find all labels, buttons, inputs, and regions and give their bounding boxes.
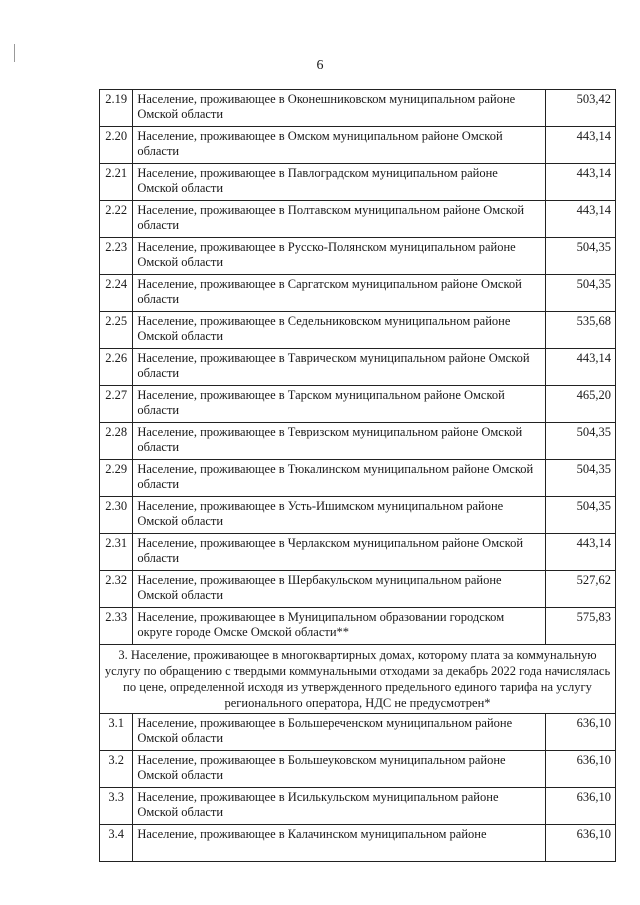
row-description: Население, проживающее в Полтавском муниципальном районе Омской области bbox=[133, 201, 546, 238]
row-value: 443,14 bbox=[546, 349, 616, 386]
tariff-table bbox=[99, 89, 616, 862]
row-number: 2.29 bbox=[100, 460, 133, 497]
row-description: Население, проживающее в Омском муниципальном районе Омской области bbox=[133, 127, 546, 164]
table-row bbox=[100, 164, 616, 201]
table-row bbox=[100, 349, 616, 386]
table-row bbox=[100, 497, 616, 534]
row-number: 2.32 bbox=[100, 571, 133, 608]
table-section-3-heading bbox=[100, 645, 616, 714]
row-value: 504,35 bbox=[546, 423, 616, 460]
page-number: 6 bbox=[316, 58, 324, 73]
row-description: Население, проживающее в Большереченском муниципальном районе Омской области bbox=[133, 714, 546, 751]
table-row bbox=[100, 386, 616, 423]
row-number: 2.33 bbox=[100, 608, 133, 645]
table-row bbox=[100, 714, 616, 751]
row-value: 504,35 bbox=[546, 275, 616, 312]
row-number: 3.3 bbox=[100, 788, 133, 825]
row-number: 3.1 bbox=[100, 714, 133, 751]
table-section-2 bbox=[100, 90, 616, 645]
row-description: Население, проживающее в Шербакульском муниципальном районе Омской области bbox=[133, 571, 546, 608]
row-description: Население, проживающее в Оконешниковском муниципальном районе Омской области bbox=[133, 90, 546, 127]
row-description: Население, проживающее в Русско-Полянском муниципальном районе Омской области bbox=[133, 238, 546, 275]
row-number: 2.31 bbox=[100, 534, 133, 571]
table-row bbox=[100, 608, 616, 645]
row-number: 3.4 bbox=[100, 825, 133, 862]
row-value: 503,42 bbox=[546, 90, 616, 127]
row-description: Население, проживающее в Черлакском муниципальном районе Омской области bbox=[133, 534, 546, 571]
row-value: 465,20 bbox=[546, 386, 616, 423]
table-row bbox=[100, 788, 616, 825]
row-value: 504,35 bbox=[546, 497, 616, 534]
row-description: Население, проживающее в Исилькульском муниципальном районе Омской области bbox=[133, 788, 546, 825]
row-number: 2.20 bbox=[100, 127, 133, 164]
table-row bbox=[100, 127, 616, 164]
row-value: 443,14 bbox=[546, 201, 616, 238]
row-description: Население, проживающее в Усть-Ишимском муниципальном районе Омской области bbox=[133, 497, 546, 534]
row-description: Население, проживающее в Павлоградском муниципальном районе Омской области bbox=[133, 164, 546, 201]
section-heading: 3. Население, проживающее в многоквартирных домах, которому плата за коммунальную услугу по обращению с твердыми коммунальными отходами за декабрь 2022 года начислялась по цене, определенной исходя из утвержденного предельного единого тарифа на услугу регионального оператора, НДС не предусмотрен* bbox=[100, 645, 616, 714]
row-value: 535,68 bbox=[546, 312, 616, 349]
row-description: Население, проживающее в Седельниковском муниципальном районе Омской области bbox=[133, 312, 546, 349]
table-row bbox=[100, 423, 616, 460]
table-section-3 bbox=[100, 714, 616, 862]
table-row bbox=[100, 312, 616, 349]
row-description: Население, проживающее в Таврическом муниципальном районе Омской области bbox=[133, 349, 546, 386]
row-description: Население, проживающее в Тарском муниципальном районе Омской области bbox=[133, 386, 546, 423]
row-value: 636,10 bbox=[546, 751, 616, 788]
row-number: 2.22 bbox=[100, 201, 133, 238]
row-description: Население, проживающее в Муниципальном образовании городском округе городе Омске Омской области** bbox=[133, 608, 546, 645]
row-description: Население, проживающее в Большеуковском муниципальном районе Омской области bbox=[133, 751, 546, 788]
row-value: 636,10 bbox=[546, 825, 616, 862]
table-row bbox=[100, 534, 616, 571]
table-row bbox=[100, 751, 616, 788]
row-value: 443,14 bbox=[546, 534, 616, 571]
row-number: 2.27 bbox=[100, 386, 133, 423]
row-number: 2.19 bbox=[100, 90, 133, 127]
row-number: 2.28 bbox=[100, 423, 133, 460]
row-number: 2.25 bbox=[100, 312, 133, 349]
row-value: 636,10 bbox=[546, 714, 616, 751]
row-number: 2.21 bbox=[100, 164, 133, 201]
table-row bbox=[100, 571, 616, 608]
row-number: 2.23 bbox=[100, 238, 133, 275]
row-value: 504,35 bbox=[546, 460, 616, 497]
row-number: 2.30 bbox=[100, 497, 133, 534]
row-value: 443,14 bbox=[546, 164, 616, 201]
table-row bbox=[100, 825, 616, 862]
row-number: 2.24 bbox=[100, 275, 133, 312]
row-description: Население, проживающее в Саргатском муниципальном районе Омской области bbox=[133, 275, 546, 312]
row-value: 527,62 bbox=[546, 571, 616, 608]
row-value: 443,14 bbox=[546, 127, 616, 164]
table-row bbox=[100, 90, 616, 127]
row-number: 3.2 bbox=[100, 751, 133, 788]
table-row bbox=[100, 201, 616, 238]
row-value: 636,10 bbox=[546, 788, 616, 825]
row-description: Население, проживающее в Тевризском муниципальном районе Омской области bbox=[133, 423, 546, 460]
row-description: Население, проживающее в Тюкалинском муниципальном районе Омской области bbox=[133, 460, 546, 497]
table-row bbox=[100, 275, 616, 312]
row-value: 504,35 bbox=[546, 238, 616, 275]
row-number: 2.26 bbox=[100, 349, 133, 386]
row-description: Население, проживающее в Калачинском муниципальном районе bbox=[133, 825, 546, 862]
table-row bbox=[100, 238, 616, 275]
table-row bbox=[100, 460, 616, 497]
row-value: 575,83 bbox=[546, 608, 616, 645]
